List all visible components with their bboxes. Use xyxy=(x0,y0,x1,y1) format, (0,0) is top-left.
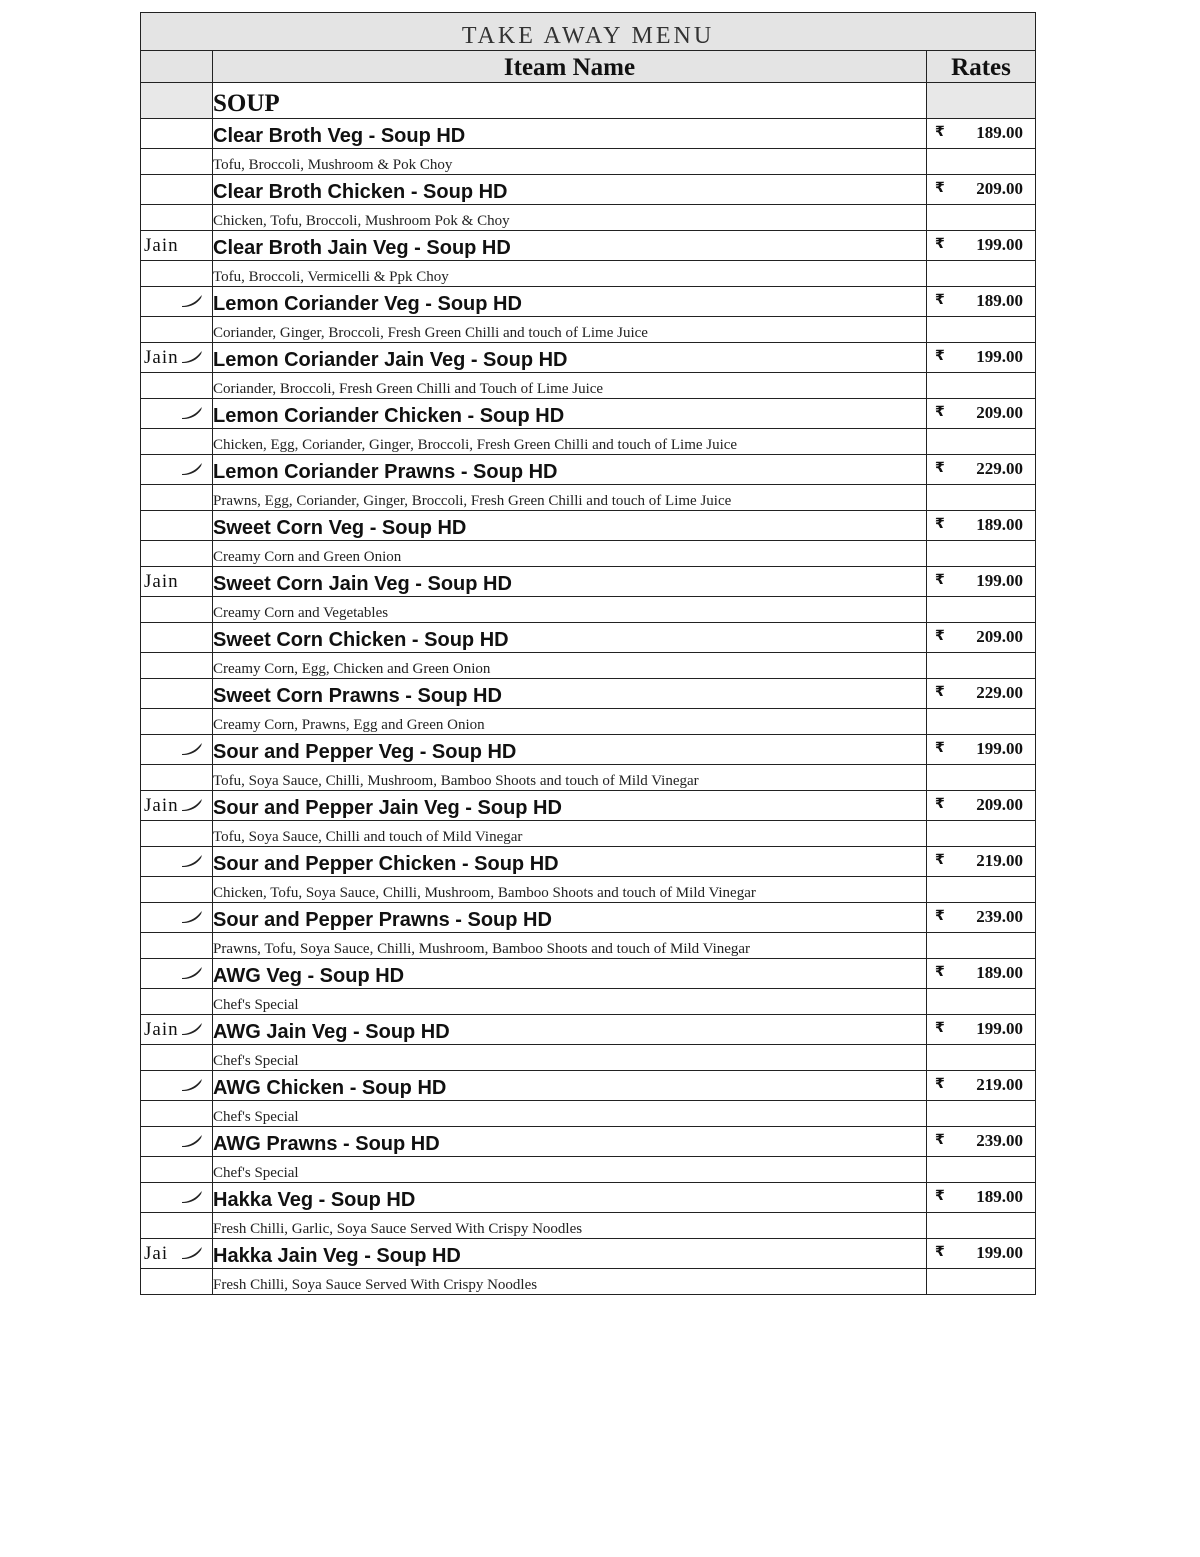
desc-rate-cell xyxy=(927,709,1036,735)
desc-tag-cell xyxy=(141,317,213,343)
menu-item-row xyxy=(141,175,1036,205)
desc-rate-cell xyxy=(927,597,1036,623)
section-rate-cell xyxy=(927,83,1036,119)
item-price: 189.00 xyxy=(976,123,1024,142)
menu-item-desc-row xyxy=(141,933,1036,959)
item-price: 199.00 xyxy=(976,571,1024,590)
item-tag-cell xyxy=(141,1239,213,1269)
item-description: Chef's Special xyxy=(213,989,927,1015)
menu-item-row xyxy=(141,1127,1036,1157)
desc-rate-cell xyxy=(927,317,1036,343)
item-tag-cell xyxy=(141,567,213,597)
menu-item-row xyxy=(141,231,1036,261)
item-description: Chef's Special xyxy=(213,1101,927,1127)
item-tag-cell xyxy=(141,1183,213,1213)
rupee-icon: ₹ xyxy=(935,1188,945,1204)
jain-label: Jain xyxy=(144,570,179,592)
item-rate-cell xyxy=(927,287,1036,317)
menu-item-row xyxy=(141,903,1036,933)
item-tag-cell xyxy=(141,511,213,541)
item-rate-cell xyxy=(927,1015,1036,1045)
item-name: Hakka Jain Veg - Soup HD xyxy=(213,1239,927,1269)
item-name: Sweet Corn Jain Veg - Soup HD xyxy=(213,567,927,597)
menu-item-desc-row xyxy=(141,485,1036,511)
menu-item-row xyxy=(141,567,1036,597)
item-price: 199.00 xyxy=(976,347,1024,366)
item-name: Sour and Pepper Prawns - Soup HD xyxy=(213,903,927,933)
menu-item-desc-row xyxy=(141,1045,1036,1071)
item-tag-cell xyxy=(141,1127,213,1157)
item-name: Sweet Corn Veg - Soup HD xyxy=(213,511,927,541)
menu-item-desc-row xyxy=(141,989,1036,1015)
rupee-icon: ₹ xyxy=(935,908,945,924)
item-price: 199.00 xyxy=(976,1019,1024,1038)
item-rate-cell xyxy=(927,119,1036,149)
item-description: Chef's Special xyxy=(213,1045,927,1071)
rupee-icon: ₹ xyxy=(935,1076,945,1092)
section-title: SOUP xyxy=(213,83,927,119)
rupee-icon: ₹ xyxy=(935,1020,945,1036)
item-name: Lemon Coriander Prawns - Soup HD xyxy=(213,455,927,485)
header-item-name: Iteam Name xyxy=(213,51,927,83)
menu-item-row xyxy=(141,1239,1036,1269)
rupee-icon: ₹ xyxy=(935,292,945,308)
menu-item-desc-row xyxy=(141,1101,1036,1127)
menu-item-row xyxy=(141,735,1036,765)
desc-rate-cell xyxy=(927,373,1036,399)
desc-tag-cell xyxy=(141,989,213,1015)
chilli-icon xyxy=(180,462,204,476)
item-description: Tofu, Broccoli, Vermicelli & Ppk Choy xyxy=(213,261,927,287)
desc-rate-cell xyxy=(927,933,1036,959)
rupee-icon: ₹ xyxy=(935,348,945,364)
item-price: 239.00 xyxy=(976,907,1024,926)
desc-tag-cell xyxy=(141,261,213,287)
desc-rate-cell xyxy=(927,485,1036,511)
title-row xyxy=(141,13,1036,51)
item-price: 189.00 xyxy=(976,515,1024,534)
menu-item-row xyxy=(141,1183,1036,1213)
menu-item-desc-row xyxy=(141,597,1036,623)
jain-label: Jain xyxy=(144,794,179,816)
desc-rate-cell xyxy=(927,877,1036,903)
menu-item-row xyxy=(141,455,1036,485)
chilli-icon xyxy=(180,1022,204,1036)
desc-tag-cell xyxy=(141,429,213,455)
menu-item-desc-row xyxy=(141,261,1036,287)
item-rate-cell xyxy=(927,567,1036,597)
item-name: AWG Chicken - Soup HD xyxy=(213,1071,927,1101)
item-name: Sweet Corn Chicken - Soup HD xyxy=(213,623,927,653)
menu-item-desc-row xyxy=(141,373,1036,399)
jain-label: Jain xyxy=(144,346,179,368)
item-rate-cell xyxy=(927,791,1036,821)
desc-tag-cell xyxy=(141,653,213,679)
item-tag-cell xyxy=(141,455,213,485)
item-description: Coriander, Ginger, Broccoli, Fresh Green Chilli and touch of Lime Juice xyxy=(213,317,927,343)
item-tag-cell xyxy=(141,175,213,205)
desc-tag-cell xyxy=(141,709,213,735)
desc-rate-cell xyxy=(927,205,1036,231)
rupee-icon: ₹ xyxy=(935,796,945,812)
rupee-icon: ₹ xyxy=(935,572,945,588)
menu-item-row xyxy=(141,679,1036,709)
rupee-icon: ₹ xyxy=(935,516,945,532)
desc-rate-cell xyxy=(927,821,1036,847)
item-tag-cell xyxy=(141,847,213,877)
item-price: 219.00 xyxy=(976,1075,1024,1094)
item-rate-cell xyxy=(927,847,1036,877)
item-name: Hakka Veg - Soup HD xyxy=(213,1183,927,1213)
item-description: Creamy Corn, Prawns, Egg and Green Onion xyxy=(213,709,927,735)
item-price: 229.00 xyxy=(976,459,1024,478)
item-description: Coriander, Broccoli, Fresh Green Chilli and Touch of Lime Juice xyxy=(213,373,927,399)
item-rate-cell xyxy=(927,1127,1036,1157)
item-rate-cell xyxy=(927,511,1036,541)
item-name: AWG Jain Veg - Soup HD xyxy=(213,1015,927,1045)
menu-item-desc-row xyxy=(141,205,1036,231)
item-rate-cell xyxy=(927,735,1036,765)
item-tag-cell xyxy=(141,679,213,709)
item-tag-cell xyxy=(141,399,213,429)
item-tag-cell xyxy=(141,1015,213,1045)
item-price: 189.00 xyxy=(976,1187,1024,1206)
item-name: Sweet Corn Prawns - Soup HD xyxy=(213,679,927,709)
menu-item-desc-row xyxy=(141,429,1036,455)
menu-item-row xyxy=(141,119,1036,149)
rupee-icon: ₹ xyxy=(935,964,945,980)
desc-tag-cell xyxy=(141,373,213,399)
desc-tag-cell xyxy=(141,597,213,623)
item-name: AWG Prawns - Soup HD xyxy=(213,1127,927,1157)
item-rate-cell xyxy=(927,679,1036,709)
item-rate-cell xyxy=(927,959,1036,989)
menu-item-desc-row xyxy=(141,765,1036,791)
item-name: Lemon Coriander Veg - Soup HD xyxy=(213,287,927,317)
chilli-icon xyxy=(180,742,204,756)
chilli-icon xyxy=(180,406,204,420)
desc-rate-cell xyxy=(927,429,1036,455)
rupee-icon: ₹ xyxy=(935,1244,945,1260)
item-description: Prawns, Egg, Coriander, Ginger, Broccoli, Fresh Green Chilli and touch of Lime Juice xyxy=(213,485,927,511)
item-description: Tofu, Broccoli, Mushroom & Pok Choy xyxy=(213,149,927,175)
rupee-icon: ₹ xyxy=(935,1132,945,1148)
rupee-icon: ₹ xyxy=(935,460,945,476)
item-description: Chicken, Tofu, Broccoli, Mushroom Pok & Choy xyxy=(213,205,927,231)
menu-item-row xyxy=(141,343,1036,373)
item-price: 209.00 xyxy=(976,627,1024,646)
chilli-icon xyxy=(180,1134,204,1148)
chilli-icon xyxy=(180,1190,204,1204)
menu-item-desc-row xyxy=(141,1157,1036,1183)
desc-tag-cell xyxy=(141,765,213,791)
desc-rate-cell xyxy=(927,541,1036,567)
desc-rate-cell xyxy=(927,1157,1036,1183)
item-price: 209.00 xyxy=(976,795,1024,814)
item-price: 219.00 xyxy=(976,851,1024,870)
menu-item-desc-row xyxy=(141,877,1036,903)
rupee-icon: ₹ xyxy=(935,628,945,644)
item-description: Tofu, Soya Sauce, Chilli and touch of Mild Vinegar xyxy=(213,821,927,847)
item-price: 199.00 xyxy=(976,1243,1024,1262)
header-rates: Rates xyxy=(927,51,1036,83)
item-tag-cell xyxy=(141,735,213,765)
desc-rate-cell xyxy=(927,1101,1036,1127)
item-rate-cell xyxy=(927,175,1036,205)
rupee-icon: ₹ xyxy=(935,236,945,252)
section-tag-cell xyxy=(141,83,213,119)
item-description: Creamy Corn and Vegetables xyxy=(213,597,927,623)
item-description: Creamy Corn, Egg, Chicken and Green Onion xyxy=(213,653,927,679)
item-description: Tofu, Soya Sauce, Chilli, Mushroom, Bamboo Shoots and touch of Mild Vinegar xyxy=(213,765,927,791)
menu-item-row xyxy=(141,623,1036,653)
section-row xyxy=(141,83,1036,119)
desc-tag-cell xyxy=(141,205,213,231)
chilli-icon xyxy=(180,294,204,308)
desc-tag-cell xyxy=(141,1045,213,1071)
item-name: Clear Broth Chicken - Soup HD xyxy=(213,175,927,205)
item-rate-cell xyxy=(927,1071,1036,1101)
chilli-icon xyxy=(180,798,204,812)
item-name: Clear Broth Jain Veg - Soup HD xyxy=(213,231,927,261)
item-price: 199.00 xyxy=(976,739,1024,758)
chilli-icon xyxy=(180,966,204,980)
rupee-icon: ₹ xyxy=(935,684,945,700)
chilli-icon xyxy=(180,854,204,868)
chilli-icon xyxy=(180,1246,204,1260)
jain-label: Jai xyxy=(144,1242,169,1264)
item-description: Chicken, Tofu, Soya Sauce, Chilli, Mushroom, Bamboo Shoots and touch of Mild Vinegar xyxy=(213,877,927,903)
item-tag-cell xyxy=(141,343,213,373)
menu-item-desc-row xyxy=(141,1213,1036,1239)
desc-tag-cell xyxy=(141,1269,213,1295)
header-tag-cell xyxy=(141,51,213,83)
desc-tag-cell xyxy=(141,1157,213,1183)
desc-tag-cell xyxy=(141,149,213,175)
item-name: Lemon Coriander Chicken - Soup HD xyxy=(213,399,927,429)
item-rate-cell xyxy=(927,455,1036,485)
desc-rate-cell xyxy=(927,653,1036,679)
item-price: 209.00 xyxy=(976,403,1024,422)
menu-item-row xyxy=(141,959,1036,989)
item-price: 239.00 xyxy=(976,1131,1024,1150)
menu-table xyxy=(140,12,1036,1295)
item-tag-cell xyxy=(141,287,213,317)
item-rate-cell xyxy=(927,231,1036,261)
chilli-icon xyxy=(180,1078,204,1092)
item-price: 189.00 xyxy=(976,963,1024,982)
desc-tag-cell xyxy=(141,1101,213,1127)
chilli-icon xyxy=(180,350,204,364)
item-tag-cell xyxy=(141,231,213,261)
item-tag-cell xyxy=(141,1071,213,1101)
desc-rate-cell xyxy=(927,261,1036,287)
menu-item-desc-row xyxy=(141,149,1036,175)
item-tag-cell xyxy=(141,959,213,989)
chilli-icon xyxy=(180,910,204,924)
item-rate-cell xyxy=(927,623,1036,653)
item-rate-cell xyxy=(927,1183,1036,1213)
desc-tag-cell xyxy=(141,485,213,511)
item-description: Fresh Chilli, Garlic, Soya Sauce Served With Crispy Noodles xyxy=(213,1213,927,1239)
item-tag-cell xyxy=(141,791,213,821)
item-description: Creamy Corn and Green Onion xyxy=(213,541,927,567)
item-rate-cell xyxy=(927,1239,1036,1269)
item-rate-cell xyxy=(927,343,1036,373)
item-description: Fresh Chilli, Soya Sauce Served With Crispy Noodles xyxy=(213,1269,927,1295)
item-tag-cell xyxy=(141,903,213,933)
menu-item-row xyxy=(141,1071,1036,1101)
item-name: Sour and Pepper Chicken - Soup HD xyxy=(213,847,927,877)
desc-rate-cell xyxy=(927,149,1036,175)
menu-title: TAKE AWAY MENU xyxy=(141,13,1036,51)
menu-item-row xyxy=(141,287,1036,317)
item-rate-cell xyxy=(927,903,1036,933)
desc-tag-cell xyxy=(141,541,213,567)
item-tag-cell xyxy=(141,623,213,653)
jain-label: Jain xyxy=(144,234,179,256)
item-price: 189.00 xyxy=(976,291,1024,310)
menu-item-desc-row xyxy=(141,541,1036,567)
item-price: 229.00 xyxy=(976,683,1024,702)
desc-tag-cell xyxy=(141,1213,213,1239)
desc-rate-cell xyxy=(927,1045,1036,1071)
item-description: Chicken, Egg, Coriander, Ginger, Broccoli, Fresh Green Chilli and touch of Lime Juice xyxy=(213,429,927,455)
rupee-icon: ₹ xyxy=(935,124,945,140)
menu-item-row xyxy=(141,791,1036,821)
menu-item-row xyxy=(141,1015,1036,1045)
item-name: Sour and Pepper Veg - Soup HD xyxy=(213,735,927,765)
rupee-icon: ₹ xyxy=(935,852,945,868)
desc-rate-cell xyxy=(927,765,1036,791)
item-description: Chef's Special xyxy=(213,1157,927,1183)
item-name: Sour and Pepper Jain Veg - Soup HD xyxy=(213,791,927,821)
desc-tag-cell xyxy=(141,821,213,847)
item-price: 199.00 xyxy=(976,235,1024,254)
item-name: Lemon Coriander Jain Veg - Soup HD xyxy=(213,343,927,373)
item-description: Prawns, Tofu, Soya Sauce, Chilli, Mushroom, Bamboo Shoots and touch of Mild Vinegar xyxy=(213,933,927,959)
item-tag-cell xyxy=(141,119,213,149)
header-row xyxy=(141,51,1036,83)
menu-item-desc-row xyxy=(141,317,1036,343)
menu-item-row xyxy=(141,847,1036,877)
rupee-icon: ₹ xyxy=(935,404,945,420)
desc-rate-cell xyxy=(927,1213,1036,1239)
jain-label: Jain xyxy=(144,1018,179,1040)
menu-item-row xyxy=(141,511,1036,541)
desc-rate-cell xyxy=(927,989,1036,1015)
rupee-icon: ₹ xyxy=(935,740,945,756)
menu-item-desc-row xyxy=(141,653,1036,679)
menu-item-desc-row xyxy=(141,821,1036,847)
desc-tag-cell xyxy=(141,877,213,903)
desc-tag-cell xyxy=(141,933,213,959)
item-name: AWG Veg - Soup HD xyxy=(213,959,927,989)
item-name: Clear Broth Veg - Soup HD xyxy=(213,119,927,149)
desc-rate-cell xyxy=(927,1269,1036,1295)
menu-item-row xyxy=(141,399,1036,429)
menu-item-desc-row xyxy=(141,709,1036,735)
item-price: 209.00 xyxy=(976,179,1024,198)
rupee-icon: ₹ xyxy=(935,180,945,196)
menu-item-desc-row xyxy=(141,1269,1036,1295)
item-rate-cell xyxy=(927,399,1036,429)
